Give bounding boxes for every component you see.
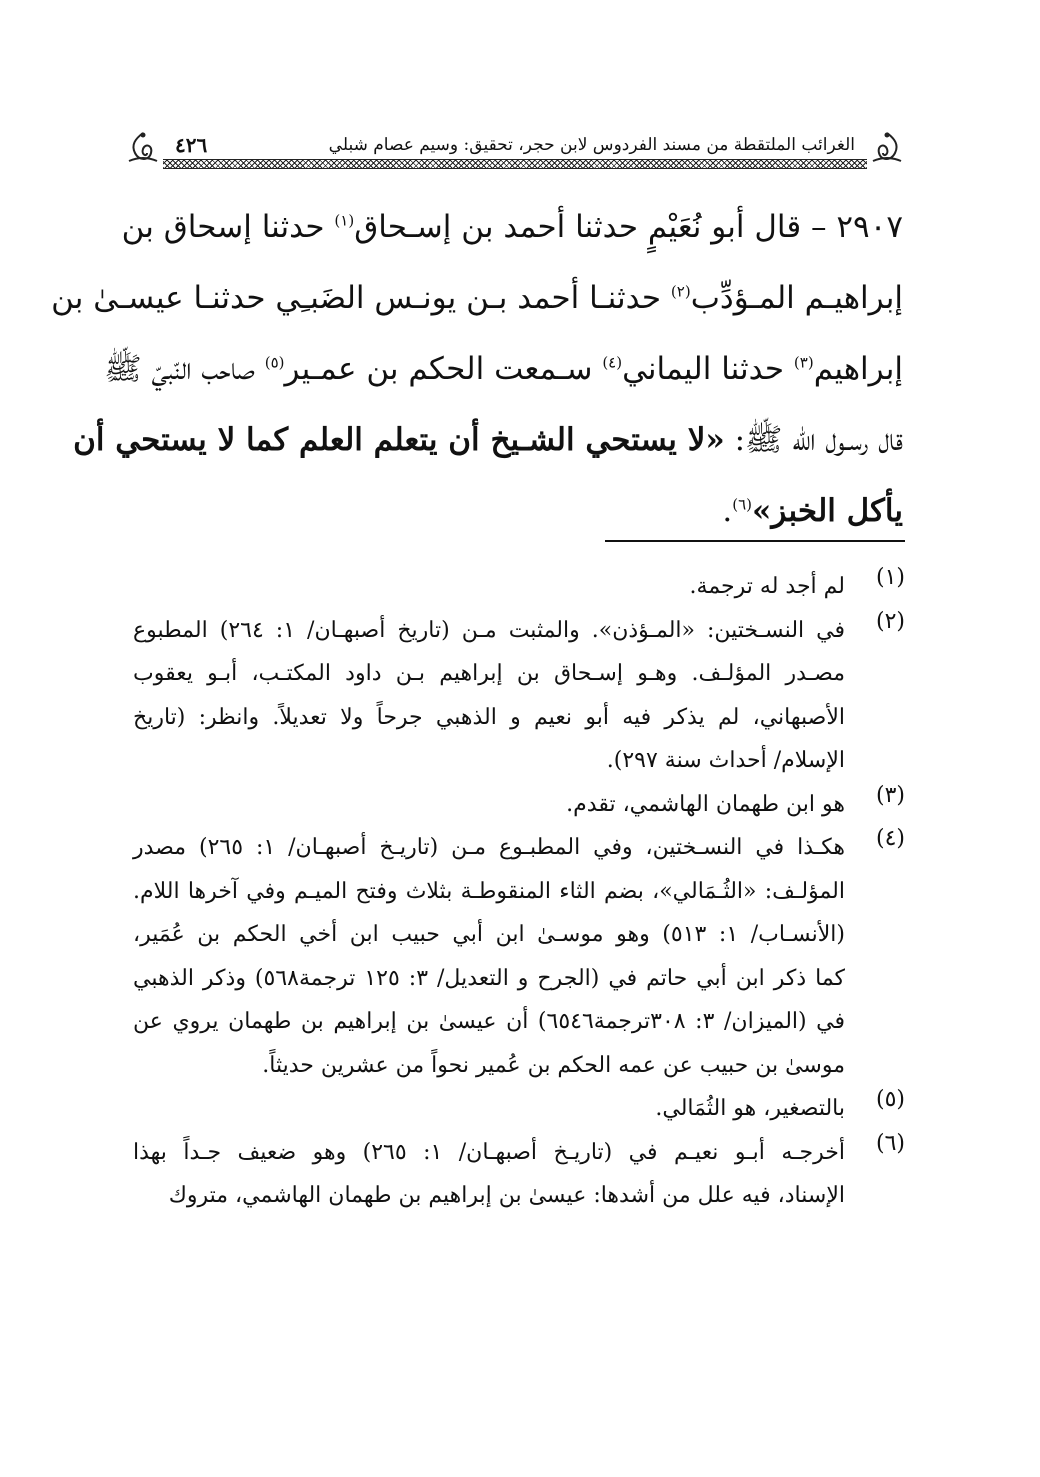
header-rule: [163, 159, 867, 169]
footnote-line: هو ابن طهمان الهاشمي، تقدم.: [566, 791, 845, 817]
footnotes: [133, 565, 905, 1218]
footnote: [133, 1087, 905, 1131]
running-header: [125, 125, 905, 175]
footnote: [133, 783, 905, 827]
footnote-number: (٦): [875, 1130, 905, 1156]
text-line: [135, 476, 903, 547]
page-number: ٤٢٦: [175, 133, 208, 157]
footnote-marker: (٣): [793, 353, 814, 372]
footnote: [133, 1131, 905, 1218]
text-segment: يأكل الخبز»: [751, 493, 903, 529]
footnote-number: (٥): [875, 1087, 905, 1112]
footnote: [133, 609, 905, 783]
text-segment: ٢٩٠٧ – قال أبو نُعَيْمٍ حدثنا أحمد بن إسـحاق: [354, 209, 903, 245]
footnote-line: لم أجد له ترجمة.: [689, 574, 845, 599]
footnote-number: (٢): [875, 608, 905, 634]
footnote-line: الإسلام/ أحداث سنة ٢٩٧).: [606, 748, 845, 773]
ornament-icon: [125, 131, 161, 167]
footnote-line: الأصبهاني، لم يذكر فيه أبو نعيم و الذهبي جرحاً ولا تعديلاً. وانظر: (تاريخ: [133, 704, 845, 730]
footnote-marker: (٦): [732, 495, 752, 514]
text-line: [73, 405, 903, 476]
footnote: [133, 826, 905, 1087]
text-segment: حدثنا اليماني: [622, 351, 794, 387]
text-segment: قال رسـول الله ﷺ:: [724, 422, 903, 458]
text-line: [51, 263, 903, 334]
text-segment: حدثنا إسحاق بن: [121, 209, 335, 245]
footnote-line: موسىٰ بن حبيب عن عمه الحكم بن عُمير نحواً من عشرين حديثاً.: [262, 1052, 845, 1078]
text-segment: صاحب النّبيّ ﷺ: [104, 351, 265, 387]
footnote-line: في النسـختين: «المـؤذن». والمثبت مـن (تاريخ أصبهـان/ ١: ٢٦٤) المطبوع: [133, 617, 846, 643]
footnote-line: أخرجـه أبـو نعيـم في (تاريـخ أصبهـان/ ١: ٢٦٥) وهو ضعيف جـداً بهذا: [133, 1139, 846, 1165]
text-segment: سـمعت الحكم بن عمـير: [284, 351, 603, 387]
ornament-icon: [869, 131, 905, 167]
footnote-marker: (٤): [602, 353, 623, 372]
footnote-number: (١): [875, 565, 905, 590]
footnote-line: مصـدر المؤلـف. وهـو إسـحاق بن إبراهيم بـن داود المكتـب، أبـو يعقوب: [133, 661, 845, 686]
text-line: [121, 192, 903, 263]
text-segment: .: [722, 493, 733, 529]
footnote-number: (٣): [875, 782, 905, 808]
footnote-separator: [605, 540, 905, 542]
footnote-marker: (١): [334, 211, 355, 230]
footnote-line: بالتصغير، هو الثُمَالي.: [655, 1096, 845, 1121]
text-segment: حدثنـا أحمد بـن يونـس الضَبـِي حدثنـا عيسـىٰ بن: [51, 280, 671, 316]
hadith-text: [51, 192, 903, 547]
footnote-line: المؤلـف: «الثُـمَالي»، بضم الثاء المنقوطـة بثلاث وفتح الميـم وفي آخرها اللام.: [133, 878, 845, 904]
footnote-line: كما ذكر ابن أبي حاتم في (الجرح و التعديل/ ٣: ١٢٥ ترجمة٥٦٨) وذكر الذهبي: [133, 965, 846, 991]
footnote-line: هكـذا في النسـختين، وفي المطبـوع مـن (تاريـخ أصبهـان/ ١: ٢٦٥) مصدر: [133, 835, 845, 860]
footnote-marker: (٢): [670, 282, 691, 301]
book-title: الغرائب الملتقطة من مسند الفردوس لابن حجر، تحقيق: وسيم عصام شبلي: [328, 135, 855, 155]
text-segment: إبراهيم: [813, 351, 903, 387]
text-segment: «لا يستحي الشـيخ أن يتعلم العلم كما لا يستحي أن: [73, 422, 725, 458]
footnote-marker: (٥): [264, 353, 285, 372]
footnote-number: (٤): [875, 826, 905, 851]
footnote-line: (الأنسـاب/ ١: ٥١٣) وهو موسـىٰ ابن أبي حبيب ابن أخي الحكم بن عُمَير،: [133, 922, 846, 947]
text-segment: إبراهيـم المـؤدِّب: [690, 280, 903, 316]
footnote-line: في (الميزان/ ٣: ٣٠٨ترجمة٦٥٤٦) أن عيسىٰ بن إبراهيم بن طهمان يروي عن: [133, 1009, 846, 1034]
footnote: [133, 565, 905, 609]
text-line: [104, 334, 903, 405]
footnote-line: الإسناد، فيه علل من أشدها: عيسىٰ بن إبراهيم بن طهمان الهاشمي، متروك: [168, 1183, 845, 1208]
